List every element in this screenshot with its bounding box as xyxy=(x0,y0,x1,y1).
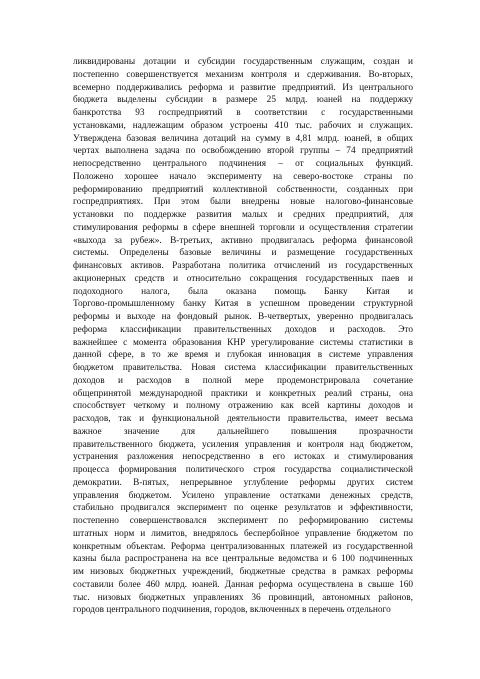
text-line: способствует четкому и полному отражению как всей картины доходов и xyxy=(73,401,413,412)
text-line: доходов и расходов в полной мере продемонстрировала сочетание xyxy=(73,375,413,386)
text-line: им низовых бюджетных учреждений, бюджетные средства в рамках реформы xyxy=(73,567,413,577)
text-line: Торгово-промышленному банку Китая в успешном проведении структурной xyxy=(73,299,413,310)
text-line: системы. Определены базовые величины и размещение государственных xyxy=(73,248,413,259)
text-line: стабильно продвигался эксперимент по оценке результатов и эффективности, xyxy=(73,503,413,514)
text-line: правительственного бюджета, усиления управления и контроля над бюджетом, xyxy=(73,439,413,450)
text-line: составили более 460 млрд. юаней. Данная реформа осуществлена в свыше 160 xyxy=(73,579,413,590)
text-line: чертах выполнена задача по освобождению второй группы – 74 предприятий xyxy=(73,146,413,157)
text-line: всемерно поддерживались реформа и развитие предприятий. Из центрального xyxy=(73,82,413,93)
text-line: процесса формирования политического строя государства социалистической xyxy=(73,465,413,475)
text-line: расходов, так и функциональной деятельности правительства, имеет весьма xyxy=(73,414,413,424)
text-line: штатных норм и лимитов, внедрялось беспербойное управление бюджетом по xyxy=(73,528,413,539)
text-line: бюджетом правительства. Новая система классификации правительственных xyxy=(73,363,413,373)
text-line: бюджета выделены субсидии в размере 25 млрд. юаней на поддержку xyxy=(73,95,413,106)
text-line: госпредприятиях. При этом были внедрены новые налогово-финансовые xyxy=(73,197,413,208)
text-line: ликвидированы дотации и субсидии государственным служащим, создан и xyxy=(73,57,413,67)
text-line: реформы и выходе на фондовый рынок. В-четвертых, уверенно продвигалась xyxy=(73,312,413,322)
text-line: акционерных средств и относительно сокращения государственных паев и xyxy=(73,273,413,284)
text-line: общепринятой международной практики и конкретных реалий страны, она xyxy=(73,388,413,399)
text-line: городов центрального подчинения, городов, включенных в перечень отдельного xyxy=(73,605,391,616)
text-line: тыс. низовых бюджетных управлениях 36 провинций, автономных районов, xyxy=(73,592,413,603)
text-line: постепенно совершенствуется механизм контроля и сдерживания. Во-вторых, xyxy=(73,69,413,80)
text-line: установками, надлежащим образом устроены 410 тыс. рабочих и служащих. xyxy=(73,120,413,131)
text-line: казны была распространена на все центральные ведомства и 6 100 подчиненных xyxy=(73,554,413,565)
text-line: подоходного налога, была оказана помощь Банку Китая и xyxy=(73,286,413,297)
text-line: данной сфере, в то же время и глубокая инновация в системе управления xyxy=(73,350,413,361)
text-line: реформированию предприятий коллективной собственности, созданных при xyxy=(73,184,413,195)
text-line: непосредственно центрального подчинения – от социальных функций. xyxy=(73,159,413,169)
text-line: демократии. В-пятых, непрерывное углубление реформы других систем xyxy=(73,477,413,488)
text-line: «выхода за рубеж». В-третьих, активно продвигалась реформа финансовой xyxy=(73,235,413,246)
text-line: финансовых активов. Разработана политика отчислений из государственных xyxy=(73,261,413,271)
text-line: стимулирования реформы в сфере внешней торговли и осуществления стратегии xyxy=(73,222,413,233)
text-line: конкретным объектам. Реформа централизованных платежей из государственной xyxy=(73,541,413,552)
text-line: Утверждена базовая величина дотаций на сумму в 4,81 млрд. юаней, в общих xyxy=(73,133,413,144)
text-line: важное значение для дальнейшего повышения прозрачности xyxy=(73,426,413,437)
text-line: установки по поддержке развития малых и средних предприятий, для xyxy=(73,210,413,220)
text-line: управления бюджетом. Усилено управление остатками денежных средств, xyxy=(73,490,413,501)
text-line: важнейшее с момента образования КНР урегулирование системы статистики в xyxy=(73,337,413,348)
text-line: устранения разложения непосредственно в его истоках и стимулирования xyxy=(73,452,413,463)
text-line: реформа классификации правительственных доходов и расходов. Это xyxy=(73,324,413,335)
body-text xyxy=(73,56,413,617)
text-line: банкротства 93 госпредприятий в соответствии с государственными xyxy=(73,108,413,118)
text-line: Положено хорошее начало эксперименту на северо-востоке страны по xyxy=(73,171,413,182)
text-line: постепенно совершенствовался эксперимент по реформированию системы xyxy=(73,516,413,526)
